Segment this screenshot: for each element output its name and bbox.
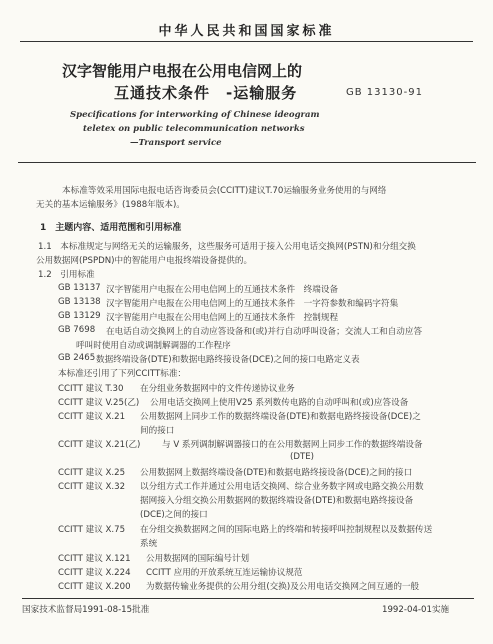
ccitt-code: CCITT 建议 X.121 [58,554,131,564]
reference-code: GB 7698 [58,325,96,335]
clause-1-2-heading: 1.2 引用标准 [38,270,95,280]
clause-1-1-line-2: 公用数据网(PSPDN)中的智能用户电报终端设备提供的。 [36,256,253,266]
ccitt-text: 公用数据网上同步工作的数据终端设备(DTE)和数据电路终接设备(DCE)之 [140,412,421,422]
english-title-line-3: —Transport service [130,138,222,148]
footer-rule [22,598,474,599]
ccitt-text: 间的接口 [140,426,175,436]
ccitt-code: CCITT 建议 X.21 [58,412,126,422]
ccitt-text: CCITT 应用的开放系统互连运输协议规范 [146,568,303,578]
reference-code: GB 13129 [58,311,101,321]
header-rule [20,41,473,42]
reference-code: GB 2465 [58,353,96,363]
reference-text: 在电话自动交换网上的自动应答设备和(或)并行自动呼叫设备；交流人工和自动应答 [106,327,423,337]
ccitt-text: 在分组业务数据网中的文件传递协议业务 [140,384,295,394]
ccitt-code: CCITT 建议 X.32 [58,482,126,492]
ccitt-code: CCITT 建议 T.30 [58,384,124,394]
title-line-1: 汉字智能用户电报在公用电信网上的 [62,62,303,80]
ccitt-text: 公用数据网的国际编号计划 [146,554,250,564]
ccitt-code: CCITT 建议 X.75 [58,525,126,535]
ccitt-code: CCITT 建议 X.200 [58,582,131,592]
ccitt-text: (DTE) [290,452,315,462]
clause-1-1-line-1: 1.1 本标准规定与网络无关的运输服务，这些服务可适用于接入公用电话交换网(PSTN)和分组交换 [38,242,416,252]
standard-org-header: 中华人民共和国国家标准 [158,24,335,39]
ccitt-code: CCITT 建议 X.224 [58,568,131,578]
title-bottom-rule [18,162,476,163]
ccitt-text: 公用数据网上数据终端设备(DTE)和数据电路终接设备(DCE)之间的接口 [140,468,413,478]
section-heading: 1 主题内容、适用范围和引用标准 [40,223,182,233]
also-reference-line: 本标准还引用了下列CCITT标准： [58,369,187,379]
english-title-line-2: teletex on public telecommunication networks [83,124,305,134]
implementation-date: 1992-04-01实施 [382,605,450,615]
ccitt-text: 以分组方式工作并通过公用电话交换网、综合业务数字网或电路交换公用数 [140,482,424,492]
ccitt-code: CCITT 建议 X.25 [58,468,126,478]
ccitt-text: (DCE)之间的接口 [140,510,208,520]
reference-text: 汉字智能用户电报在公用电信网上的互通技术条件 控制规程 [106,313,339,323]
reference-text: 汉字智能用户电报在公用电信网上的互通技术条件 终端设备 [106,285,339,295]
ccitt-code: CCITT 建议 X.21(乙) [58,440,141,450]
ccitt-text: 在分组交换数据网之间的国际电路上的终端和转接呼叫控制规程以及数据传送 [140,525,433,535]
approval-date: 国家技术监督局1991-08-15批准 [22,605,150,615]
ccitt-text: 与 V 系列调制解调器接口的在公用数据网上同步工作的数据终端设备 [162,440,423,450]
ccitt-code: CCITT 建议 V.25(乙) [58,398,140,408]
reference-text: 汉字智能用户电报在公用电信网上的互通技术条件 一字符参数和编码字符集 [106,299,399,309]
reference-text: 呼叫时使用自动或调制解调器的工作程序 [76,341,231,351]
reference-text: 数据终端设备(DTE)和数据电路终接设备(DCE)之间的接口电路定义表 [96,355,360,365]
ccitt-text: 据网接入分组交换公用数据网的数据终端设备(DTE)和数据电路终接设备 [140,496,414,506]
reference-code: GB 13137 [58,283,101,293]
intro-line-1: 本标准等效采用国际电报电话咨询委员会(CCITT)建议T.70运输服务业务使用的与网络 [62,186,387,196]
ccitt-text: 公用电话交换网上使用V25 系列数传电路的自动呼叫和(或)应答设备 [150,398,409,408]
ccitt-text: 系统 [140,539,158,549]
english-title-line-1: Specifications for interworking of Chinese ideogram [70,110,320,120]
reference-code: GB 13138 [58,297,101,307]
ccitt-text: 为数据传输业务提供的公用分组(交换)及公用电话交换网之间互通的一般 [146,582,420,592]
title-line-2: 互通技术条件 -运输服务 [114,84,298,102]
intro-line-2: 无关的基本运输服务》(1988年版本)。 [36,200,185,210]
standard-code: GB 13130-91 [346,87,423,98]
